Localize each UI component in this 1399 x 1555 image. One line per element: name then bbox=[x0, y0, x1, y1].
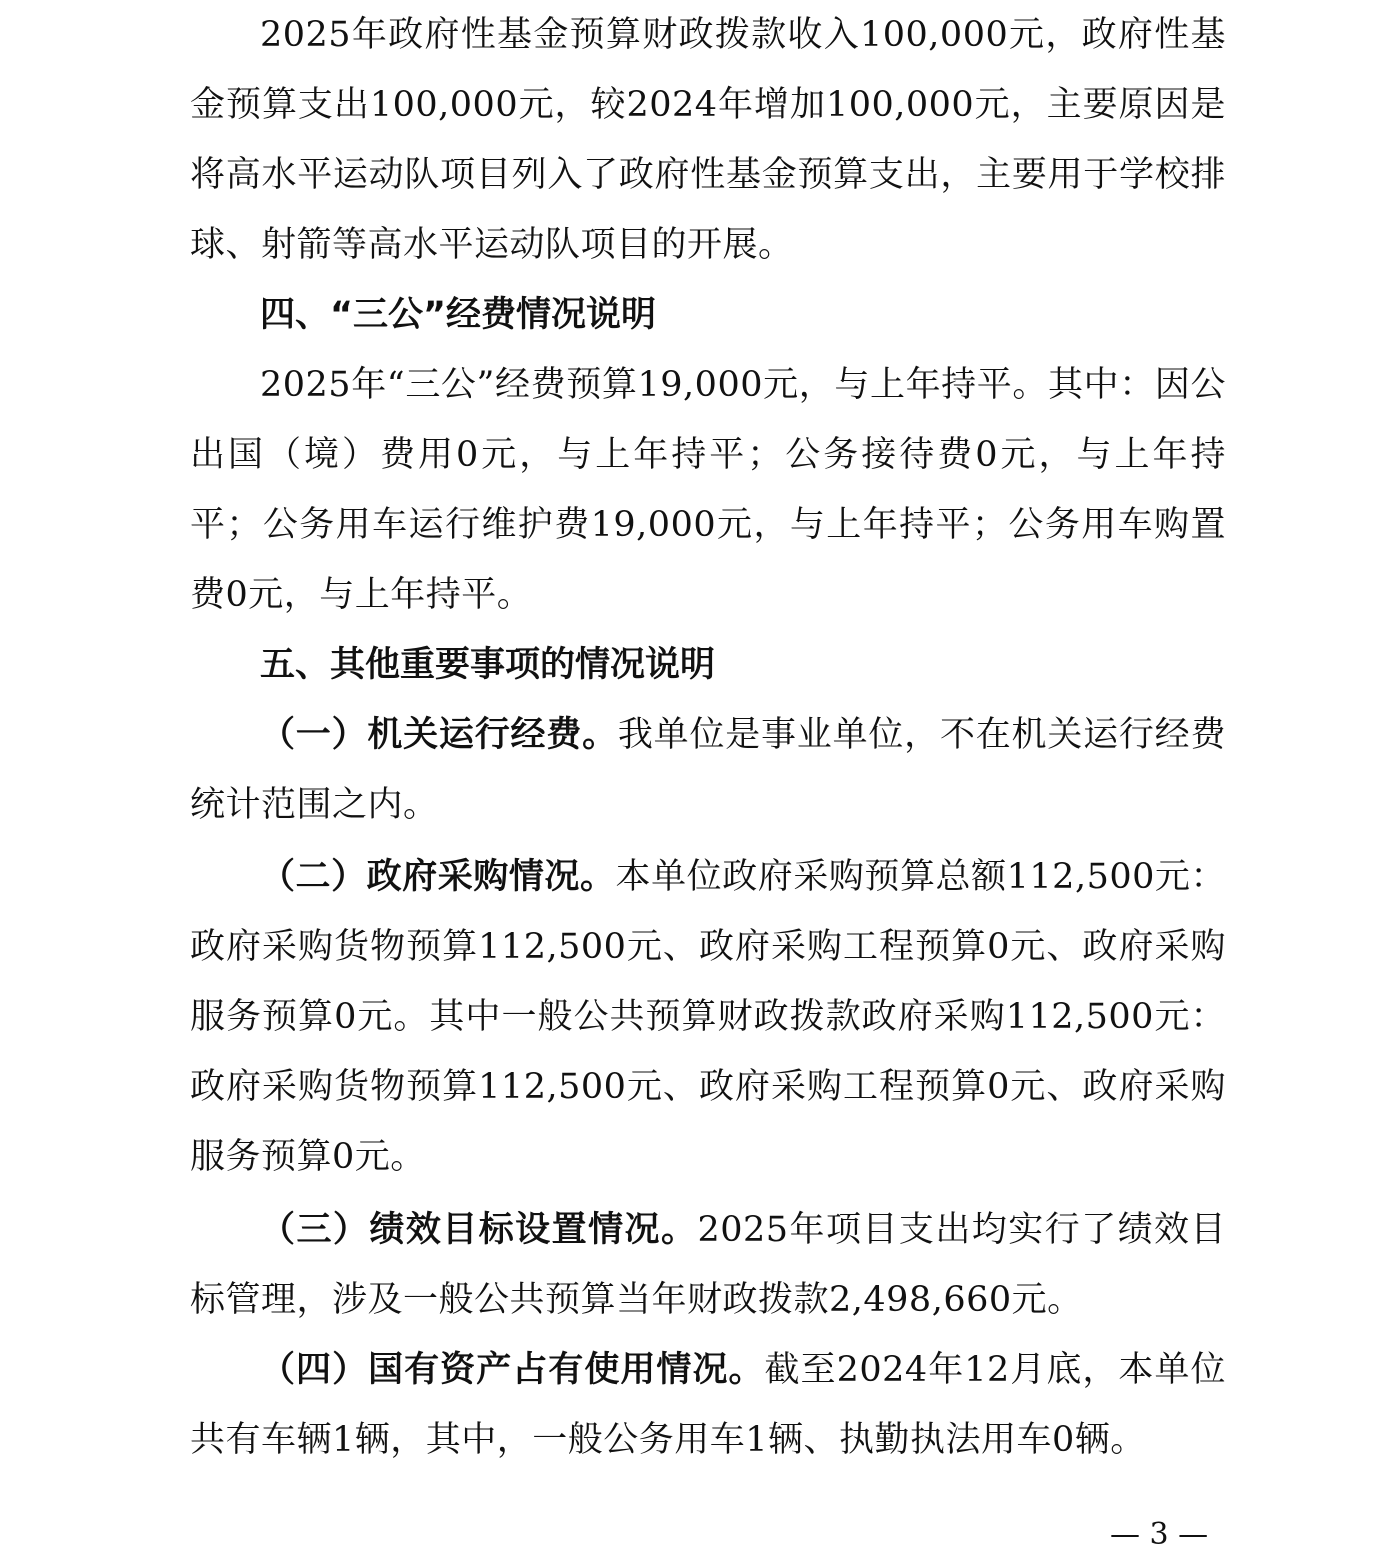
paragraph-state-assets bbox=[190, 1335, 1226, 1475]
page-number: — 3 — bbox=[1110, 1517, 1209, 1552]
item-lead-performance-targets: （三）绩效目标设置情况。 bbox=[260, 1210, 698, 1250]
document-page bbox=[190, 0, 1226, 1554]
item-lead-operating-expenses: （一）机关运行经费。 bbox=[260, 715, 618, 755]
section-heading-other-matters: 五、其他重要事项的情况说明 bbox=[260, 645, 716, 685]
paragraph-government-fund-budget: 2025年政府性基金预算财政拨款收入100,000元，政府性基金预算支出100,000元，较2024年增加100,000元，主要原因是将高水平运动队项目列入了政府性基金预算支出，主要用于学校排球、射箭等高水平运动队项目的开展。 bbox=[190, 15, 1226, 265]
item-text-performance-targets: 2025年项目支出均实行了绩效目标管理，涉及一般公共预算当年财政拨款2,498,660元。 bbox=[190, 1210, 1226, 1320]
item-text-government-procurement: 本单位政府采购预算总额112,500元：政府采购货物预算112,500元、政府采购工程预算0元、政府采购服务预算0元。其中一般公共预算财政拨款政府采购112,500元：政府采购货物预算112,500元、政府采购工程预算0元、政府采购服务预算0元。 bbox=[190, 857, 1226, 1177]
item-text-state-assets: 截至2024年12月底，本单位共有车辆1辆，其中，一般公务用车1辆、执勤执法用车0辆。 bbox=[190, 1350, 1226, 1460]
paragraph-performance-targets bbox=[190, 1195, 1226, 1335]
item-lead-government-procurement: （二）政府采购情况。 bbox=[260, 857, 616, 897]
item-text-operating-expenses: 我单位是事业单位，不在机关运行经费统计范围之内。 bbox=[190, 715, 1226, 825]
paragraph-three-public-expenses: 2025年“三公”经费预算19,000元，与上年持平。其中：因公出国（境）费用0元，与上年持平；公务接待费0元，与上年持平；公务用车运行维护费19,000元，与上年持平；公务用车购置费0元，与上年持平。 bbox=[190, 365, 1226, 615]
paragraph-operating-expenses bbox=[190, 700, 1226, 840]
section-heading-three-public-expenses: 四、“三公”经费情况说明 bbox=[260, 295, 657, 335]
paragraph-government-procurement bbox=[190, 842, 1226, 1192]
item-lead-state-assets: （四）国有资产占有使用情况。 bbox=[260, 1350, 765, 1390]
